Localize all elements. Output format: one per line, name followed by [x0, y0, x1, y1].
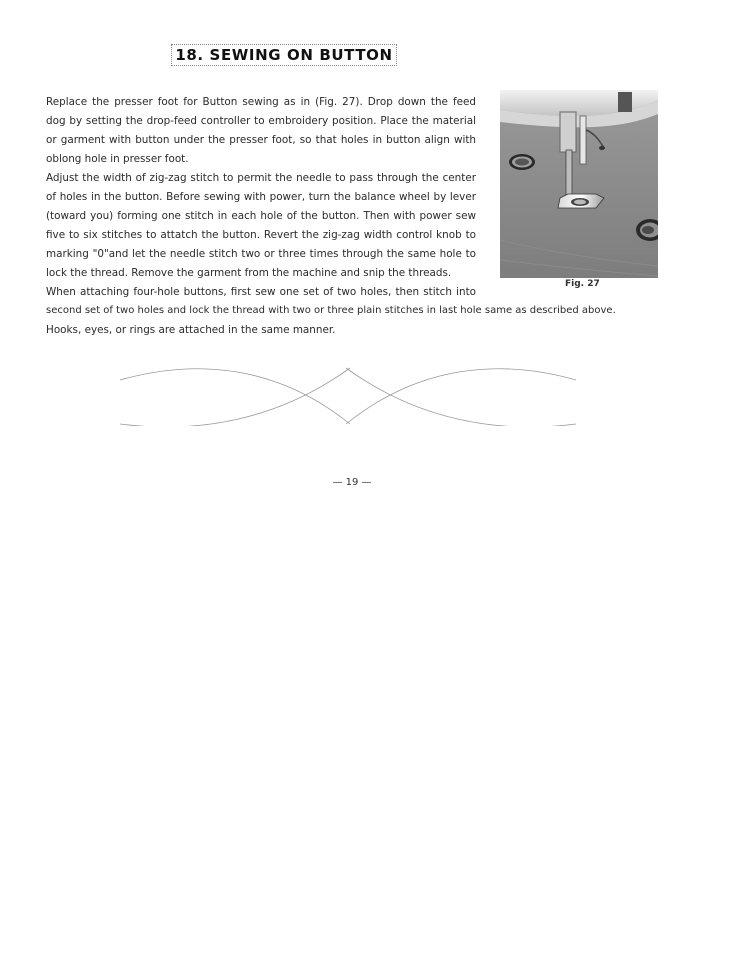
sewing-machine-photo: [500, 90, 658, 278]
paragraph-line: (toward you) forming one stitch in each hole of the button. Then with power sew: [46, 210, 476, 222]
paragraph-line: second set of two holes and lock the thread with two or three plain stitches in last hole same as described above.: [46, 305, 616, 316]
paragraph-line: lock the thread. Remove the garment from the machine and snip the threads.: [46, 267, 452, 279]
paragraph-line: Replace the presser foot for Button sewing as in (Fig. 27). Drop down the feed: [46, 96, 476, 108]
paragraph-line: Hooks, eyes, or rings are attached in the same manner.: [46, 324, 336, 336]
paragraph-line: Adjust the width of zig-zag stitch to permit the needle to pass through the center: [46, 172, 476, 184]
paragraph-line: or garment with button under the presser foot, so that holes in button align with: [46, 134, 476, 146]
section-heading: 18. SEWING ON BUTTON: [175, 46, 393, 64]
paragraph-line: of holes in the button. Before sewing with power, turn the balance wheel by lever: [46, 191, 476, 203]
paragraph-line: five to six stitches to attatch the button. Revert the zig-zag width control knob to: [46, 229, 476, 241]
page-number: — 19 —: [332, 477, 372, 488]
paragraph-line: marking "0"and let the needle stitch two or three times through the same hole to: [46, 248, 476, 260]
paragraph-line: dog by setting the drop-feed controller to embroidery position. Place the material: [46, 115, 476, 127]
paragraph-line: When attaching four-hole buttons, first sew one set of two holes, then stitch into: [46, 286, 476, 298]
paragraph-line: oblong hole in presser foot.: [46, 153, 189, 165]
decorative-stitch-ornament: [118, 364, 578, 426]
figure-caption: Fig. 27: [565, 279, 600, 289]
section-heading-box: [171, 44, 397, 66]
